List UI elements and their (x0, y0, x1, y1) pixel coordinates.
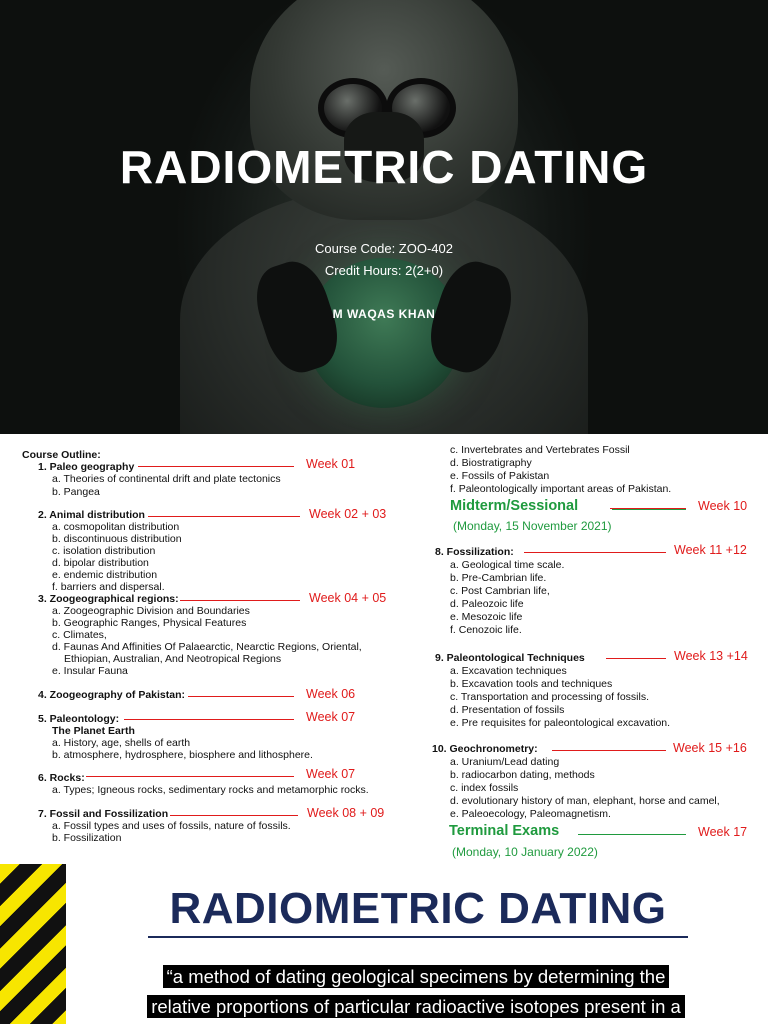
outline-item: e. Paleoecology, Paleomagnetism. (450, 808, 611, 820)
week-connector-line (148, 516, 300, 517)
milestone-label: Terminal Exams (449, 823, 560, 839)
outline-item: d. Presentation of fossils (450, 704, 565, 716)
week-connector-line (188, 696, 294, 697)
outline-item: b. Geographic Ranges, Physical Features (52, 617, 247, 629)
outline-item: b. Pre-Cambrian life. (450, 572, 547, 584)
outline-item: 6. Rocks: (38, 772, 85, 784)
week-label: Week 07 (306, 710, 356, 724)
outline-item: a. Geological time scale. (450, 559, 565, 571)
week-connector-line (138, 466, 294, 467)
outline-item: d. Biostratigraphy (450, 457, 532, 469)
week-connector-line (552, 750, 666, 751)
course-code: Course Code: ZOO-402 (314, 241, 453, 256)
outline-item: d. Faunas And Affinities Of Palaearctic, Nearctic Regions, Oriental, (52, 641, 362, 653)
week-connector-line (124, 719, 294, 720)
hazard-stripe (0, 864, 66, 1024)
week-label: Week 06 (306, 687, 356, 701)
outline-item: a. Uranium/Lead dating (450, 756, 560, 768)
week-label: Week 11 +12 (674, 543, 747, 557)
outline-item: b. discontinuous distribution (52, 533, 182, 545)
week-label: Week 15 +16 (673, 741, 747, 755)
week-label: Week 01 (306, 457, 356, 471)
outline-item: 7. Fossil and Fossilization (38, 808, 169, 820)
outline-item: e. Fossils of Pakistan (450, 470, 550, 482)
outline-item: d. Paleozoic life (450, 598, 524, 610)
week-label: Week 13 +14 (674, 649, 748, 663)
outline-item: c. Invertebrates and Vertebrates Fossil (450, 444, 630, 456)
week-connector-line (606, 658, 666, 659)
week-label: Week 07 (306, 767, 356, 781)
week-connector-line (86, 776, 294, 777)
author-name: M WAQAS KHAN (332, 307, 436, 321)
outline-item: f. barriers and dispersal. (52, 581, 165, 593)
outline-item: a. Types; Igneous rocks, sedimentary rocks and metamorphic rocks. (52, 784, 369, 796)
cover-slide (0, 0, 768, 434)
milestone-connector-line (612, 509, 686, 510)
outline-item: f. Cenozoic life. (450, 624, 522, 636)
outline-item: a. History, age, shells of earth (52, 737, 191, 749)
outline-item: e. Mesozoic life (450, 611, 523, 623)
outline-item: 9. Paleontological Techniques (435, 652, 585, 664)
outline-item: 8. Fossilization: (435, 546, 514, 558)
title-underline (148, 936, 688, 938)
week-label: Week 10 (698, 499, 748, 513)
milestone-label: Midterm/Sessional (450, 498, 579, 514)
definition-quote-line1: “a method of dating geological specimens by determining the (86, 966, 746, 988)
definition-quote-line2: relative proportions of particular radioactive isotopes present in a (86, 996, 746, 1018)
outline-item: d. bipolar distribution (52, 557, 149, 569)
outline-item: a. Theories of continental drift and plate tectonics (52, 473, 281, 485)
outline-item: e. endemic distribution (52, 569, 158, 581)
week-connector-line (524, 552, 666, 553)
credit-hours: Credit Hours: 2(2+0) (324, 263, 444, 278)
outline-item: 5. Paleontology: (38, 713, 120, 725)
outline-item: c. Transportation and processing of fossils. (450, 691, 650, 703)
outline-item: 4. Zoogeography of Pakistan: (38, 689, 186, 701)
outline-item: b. Pangea (52, 486, 100, 498)
outline-item: f. Paleontologically important areas of Pakistan. (450, 483, 672, 495)
week-label: Week 04 + 05 (309, 591, 387, 605)
course-outline (0, 434, 768, 864)
week-connector-line (170, 815, 298, 816)
definition-slide (0, 864, 768, 1024)
week-label: Week 17 (698, 825, 748, 839)
cover-title: RADIOMETRIC DATING (119, 141, 649, 193)
outline-item: e. Pre requisites for paleontological excavation. (450, 717, 671, 729)
definition-title: RADIOMETRIC DATING (169, 884, 667, 933)
outline-item: Ethiopian, Australian, And Neotropical Regions (64, 653, 282, 665)
outline-item: b. Excavation tools and techniques (450, 678, 613, 690)
outline-item: c. isolation distribution (52, 545, 156, 557)
outline-item: a. Excavation techniques (450, 665, 567, 677)
outline-heading: Course Outline: (22, 449, 101, 461)
week-label: Week 02 + 03 (309, 507, 387, 521)
outline-item: c. index fossils (450, 782, 519, 794)
outline-item: 1. Paleo geography (38, 461, 135, 473)
week-label: Week 08 + 09 (307, 806, 385, 820)
outline-item: b. Fossilization (52, 832, 122, 844)
outline-item: b. radiocarbon dating, methods (450, 769, 595, 781)
outline-item: a. Fossil types and uses of fossils, nature of fossils. (52, 820, 291, 832)
outline-item: a. Zoogeographic Division and Boundaries (52, 605, 250, 617)
outline-item: 3. Zoogeographical regions: (38, 593, 179, 605)
outline-item: b. atmosphere, hydrosphere, biosphere and lithosphere. (52, 749, 313, 761)
outline-item: 10. Geochronometry: (432, 743, 538, 755)
week-connector-line (180, 600, 300, 601)
outline-item: 2. Animal distribution (38, 509, 145, 521)
milestone-date: (Monday, 15 November 2021) (453, 519, 612, 533)
outline-item: a. cosmopolitan distribution (52, 521, 180, 533)
outline-item: c. Climates, (52, 629, 107, 641)
outline-item: e. Insular Fauna (52, 665, 128, 677)
outline-item: d. evolutionary history of man, elephant, horse and camel, (450, 795, 720, 807)
milestone-date: (Monday, 10 January 2022) (452, 845, 598, 859)
outline-item: The Planet Earth (52, 725, 135, 737)
milestone-connector-line (578, 834, 686, 835)
outline-item: c. Post Cambrian life, (450, 585, 550, 597)
